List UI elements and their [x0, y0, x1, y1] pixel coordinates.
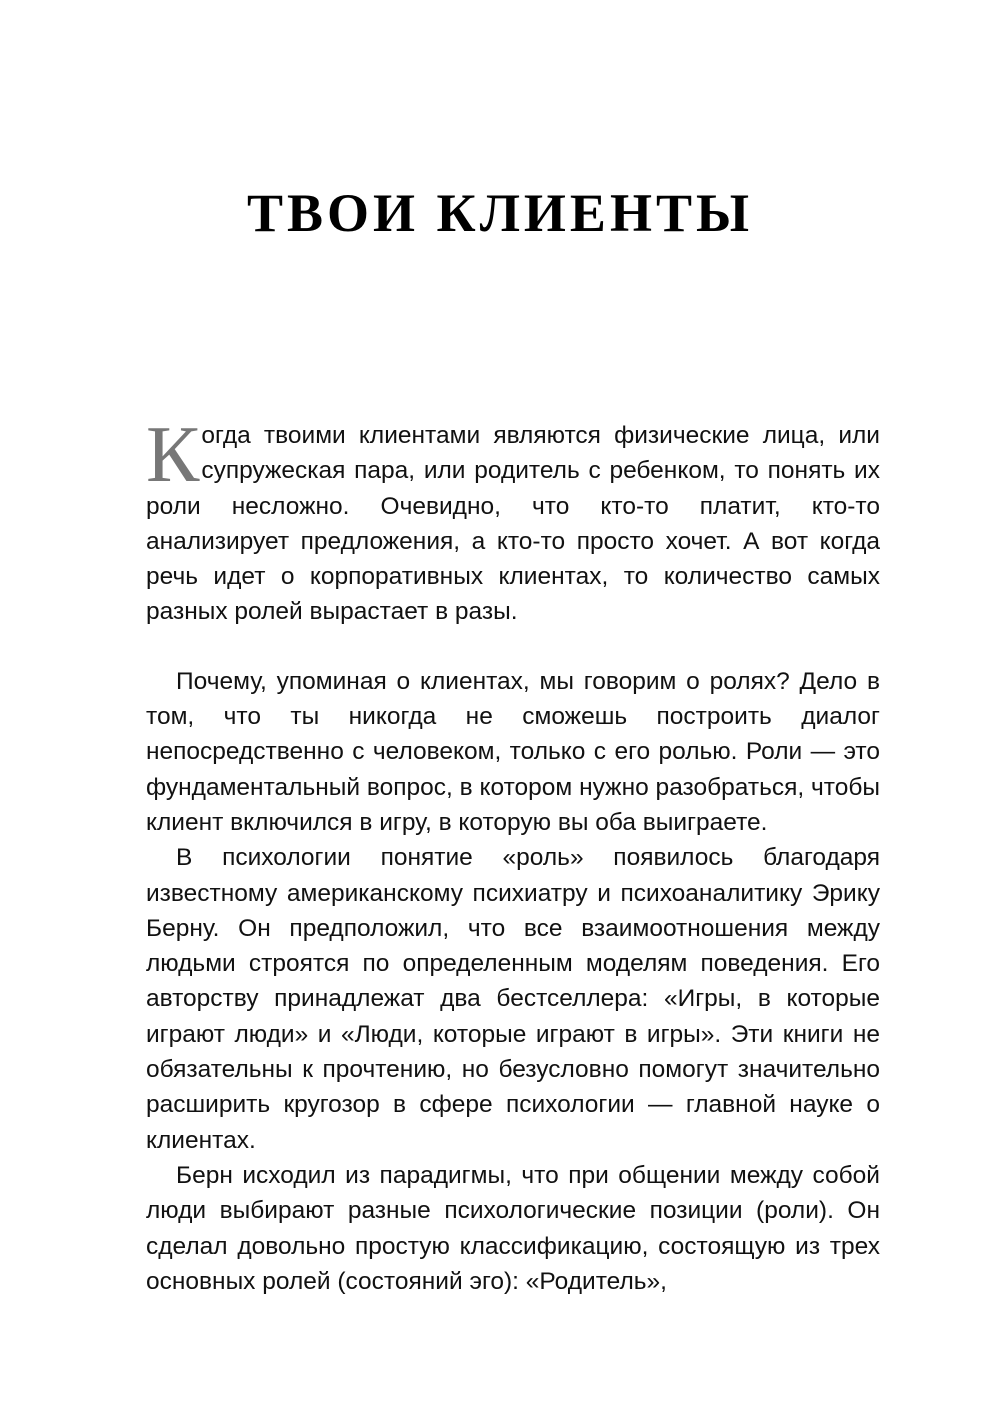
paragraph-3: В психологии понятие «роль» появилось благодаря известному американскому психиатру и психоаналитику Эрику Берну. Он предположил, что все взаимоотношения между людьми строятся по определенным моделям поведения. Его авторству принадлежат два бестселлера: «Игры, в которые играют люди» и «Люди, которые играют в игры». Эти книги не обязательны к прочтению, но безусловно помогут значительно расширить кругозор в сфере психологии — главной науке о клиентах.	[146, 844, 880, 1154]
paragraph-2: Почему, упоминая о клиентах, мы говорим о ролях? Дело в том, что ты никогда не сможешь построить диалог непосредственно с человеком, только с его ролью. Роли — это фундаментальный вопрос, в котором нужно разобраться, чтобы клиент включился в игру, в которую вы оба выиграете.	[146, 667, 880, 836]
paragraph-1-text: огда твоими клиентами являются физические лица, или супружеская пара, или родитель с ребенком, то понять их роли несложно. Очевидно, что кто-то платит, кто-то анализирует предложения, а кто-то просто хочет. А вот когда речь идет о корпоративных клиентах, то количество самых разных ролей вырастает в разы.	[146, 422, 880, 626]
paragraph-1	[146, 411, 880, 630]
chapter-title: ТВОИ КЛИЕНТЫ	[247, 183, 753, 243]
chapter-body	[146, 411, 880, 1299]
drop-cap: К	[146, 411, 200, 499]
paragraph-4: Берн исходил из парадигмы, что при общении между собой люди выбирают разные психологические позиции (роли). Он сделал довольно простую классификацию, состоящую из трех основных ролей (состояний эго): «Родитель»,	[146, 1161, 880, 1295]
